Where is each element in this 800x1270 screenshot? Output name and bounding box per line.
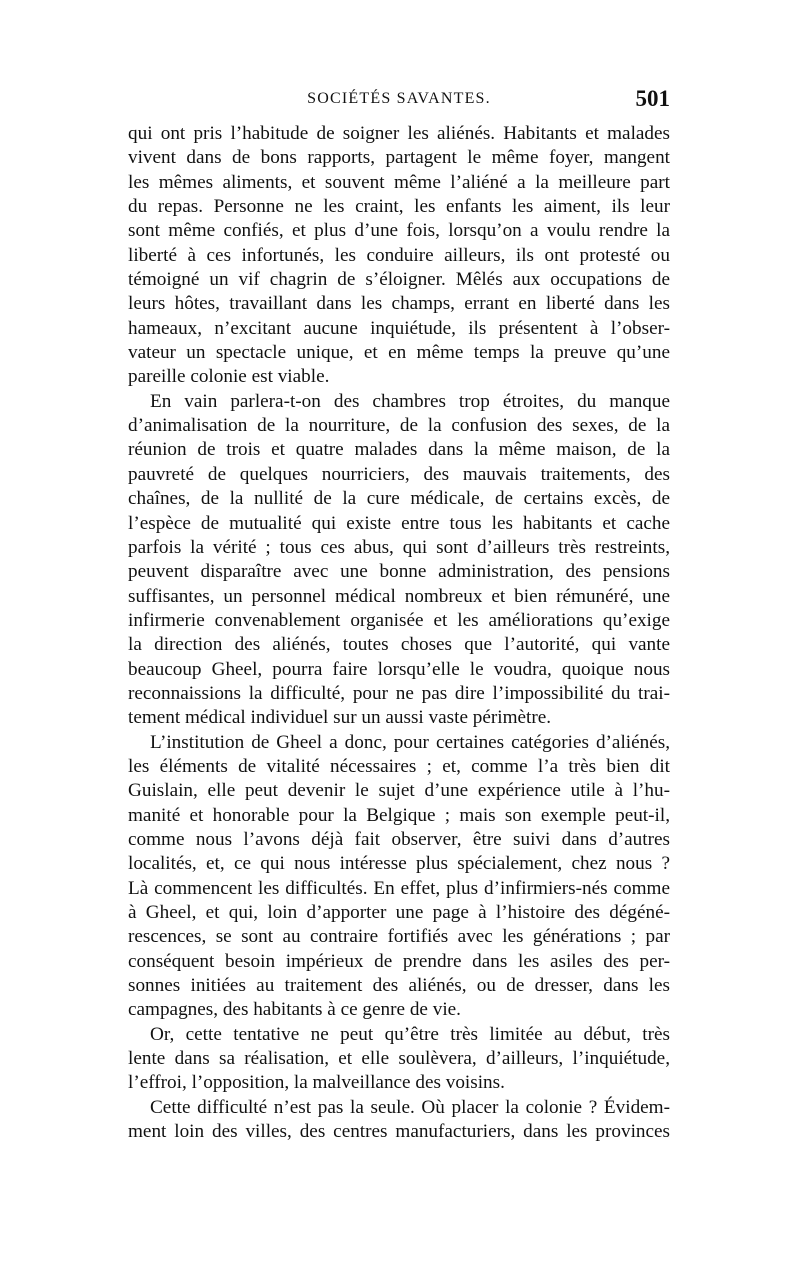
text-line: tement médical individuel sur un aussi vaste périmètre. (128, 707, 552, 729)
text-line: lente dans sa réalisation, et elle soulèvera, d’ailleurs, l’inquiétude, (128, 1048, 670, 1070)
paragraph-5 (128, 1096, 670, 1145)
text-line: reconnaissions la difficulté, pour ne pas dire l’impossibilité du trai- (128, 682, 670, 704)
text-line: chaînes, de la nullité de la cure médicale, de certains excès, de (128, 488, 670, 510)
text-line: pareille colonie est viable. (128, 366, 330, 388)
text-line: liberté à ces infortunés, les conduire ailleurs, ils ont protesté ou (128, 244, 670, 266)
paragraph-2 (128, 390, 670, 731)
text-line: Guislain, elle peut devenir le sujet d’une expérience utile à l’hu- (128, 780, 670, 802)
text-line: rescences, se sont au contraire fortifiés avec les générations ; par (128, 926, 670, 948)
text-line: localités, et, ce qui nous intéresse plus spécialement, chez nous ? (128, 853, 670, 875)
page-content (128, 86, 670, 1144)
text-line: d’animalisation de la nourriture, de la confusion des sexes, de la (128, 415, 670, 437)
text-line: les éléments de vitalité nécessaires ; et, comme l’a très bien dit (128, 755, 670, 777)
paragraph-3 (128, 731, 670, 1023)
text-line: ment loin des villes, des centres manufacturiers, dans les provinces (128, 1121, 670, 1143)
text-line: L’institution de Gheel a donc, pour certaines catégories d’aliénés, (150, 731, 670, 753)
page-number: 501 (635, 86, 670, 111)
running-title: SOCIÉTÉS SAVANTES. (307, 90, 491, 107)
text-line: la direction des aliénés, toutes choses que l’autorité, qui vante (128, 634, 670, 656)
text-line: campagnes, des habitants à ce genre de vie. (128, 999, 461, 1021)
paragraph-1 (128, 122, 670, 390)
text-line: Là commencent les difficultés. En effet, plus d’infirmiers-nés comme (128, 877, 670, 899)
text-line: beaucoup Gheel, pourra faire lorsqu’elle le voudra, quoique nous (128, 658, 670, 680)
text-line: conséquent besoin impérieux de prendre dans les asiles des per- (128, 950, 670, 972)
text-line: comme nous l’avons déjà fait observer, être suivi dans d’autres (128, 828, 670, 850)
text-line: vateur un spectacle unique, et en même temps la preuve qu’une (128, 342, 670, 364)
text-line: réunion de trois et quatre malades dans la même maison, de la (128, 439, 670, 461)
text-line: peuvent disparaître avec une bonne administration, des pensions (128, 561, 670, 583)
text-body (128, 122, 670, 1144)
text-line: pauvreté de quelques nourriciers, des mauvais traitements, des (128, 463, 670, 485)
text-line: infirmerie convenablement organisée et les améliorations qu’exige (128, 609, 670, 631)
text-line: qui ont pris l’habitude de soigner les aliénés. Habitants et malades (128, 123, 670, 144)
text-line: parfois la vérité ; tous ces abus, qui sont d’ailleurs très restreints, (128, 536, 670, 558)
text-line: En vain parlera-t-on des chambres trop étroites, du manque (150, 390, 670, 412)
text-line: témoigné un vif chagrin de s’éloigner. Mêlés aux occupations de (128, 269, 670, 291)
running-head (128, 86, 670, 122)
text-line: sonnes initiées au traitement des aliénés, ou de dresser, dans les (128, 975, 670, 997)
text-line: du repas. Personne ne les craint, les enfants les aiment, ils leur (128, 196, 670, 218)
text-line: hameaux, n’excitant aucune inquiétude, ils présentent à l’obser- (128, 317, 670, 339)
text-line: sont même confiés, et plus d’une fois, lorsqu’on a voulu rendre la (128, 220, 670, 242)
text-line: les mêmes aliments, et souvent même l’aliéné a la meilleure part (128, 171, 670, 193)
text-line: manité et honorable pour la Belgique ; mais son exemple peut-il, (128, 804, 670, 826)
text-line: Cette difficulté n’est pas la seule. Où placer la colonie ? Évidem- (150, 1096, 670, 1118)
text-line: Or, cette tentative ne peut qu’être très limitée au début, très (150, 1023, 670, 1045)
text-line: leurs hôtes, travaillant dans les champs, errant en liberté dans les (128, 293, 670, 315)
paragraph-4 (128, 1023, 670, 1096)
text-line: l’effroi, l’opposition, la malveillance des voisins. (128, 1072, 505, 1094)
text-line: à Gheel, et qui, loin d’apporter une page à l’histoire des dégéné- (128, 902, 670, 923)
text-line: l’espèce de mutualité qui existe entre tous les habitants et cache (128, 512, 670, 534)
text-line: suffisantes, un personnel médical nombreux et bien rémunéré, une (128, 585, 670, 607)
text-line: vivent dans de bons rapports, partagent le même foyer, mangent (128, 147, 670, 169)
